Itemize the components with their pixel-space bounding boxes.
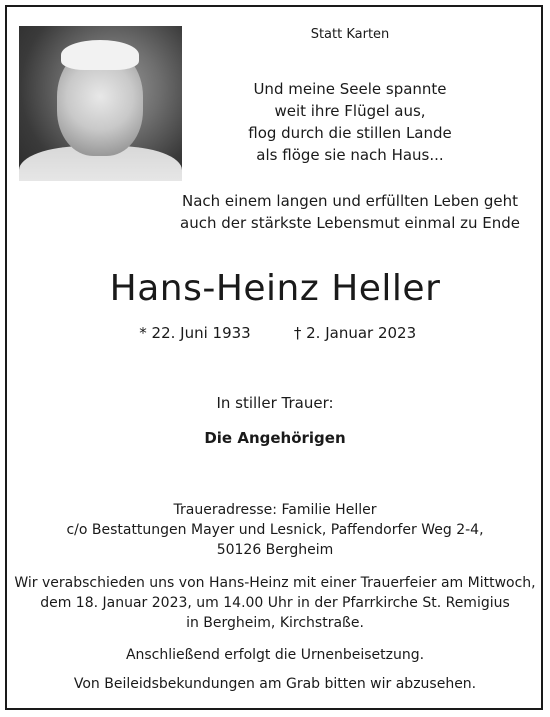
condolence-note: Von Beileidsbekundungen am Grab bitten wir abzusehen. xyxy=(73,676,477,692)
birth-date: * 22. Juni 1933 xyxy=(139,324,251,342)
mourning-text: In stiller Trauer: xyxy=(216,394,334,412)
service-line-1: Wir verabschieden uns von Hans-Heinz mit einer Trauerfeier am Mittwoch, xyxy=(14,575,536,591)
urn-note: Anschließend erfolgt die Urnenbeisetzung. xyxy=(125,647,425,663)
verse-line-3: flog durch die stillen Lande xyxy=(248,124,452,142)
header-text: Statt Karten xyxy=(310,27,390,42)
verse-line-2: weit ihre Flügel aus, xyxy=(274,102,426,120)
address-line-3: 50126 Bergheim xyxy=(216,542,334,558)
service-line-3: in Bergheim, Kirchstraße. xyxy=(186,615,364,631)
service-line-2: dem 18. Januar 2023, um 14.00 Uhr in der Pfarrkirche St. Remigius xyxy=(40,595,510,611)
deceased-name: Hans-Heinz Heller xyxy=(109,268,441,309)
address-line-2: c/o Bestattungen Mayer und Lesnick, Paffendorfer Weg 2-4, xyxy=(66,522,484,538)
relatives-text: Die Angehörigen xyxy=(204,429,346,447)
address-line-1: Traueradresse: Familie Heller xyxy=(173,502,377,518)
verse-line-1: Und meine Seele spannte xyxy=(253,80,447,98)
motto-line-1: Nach einem langen und erfüllten Leben geht xyxy=(181,192,519,210)
portrait-photo xyxy=(19,26,182,181)
motto-line-2: auch der stärkste Lebensmut einmal zu Ende xyxy=(180,214,521,232)
verse-line-4: als flöge sie nach Haus... xyxy=(256,146,444,164)
portrait-hair xyxy=(61,40,139,70)
death-date: † 2. Januar 2023 xyxy=(293,324,417,342)
